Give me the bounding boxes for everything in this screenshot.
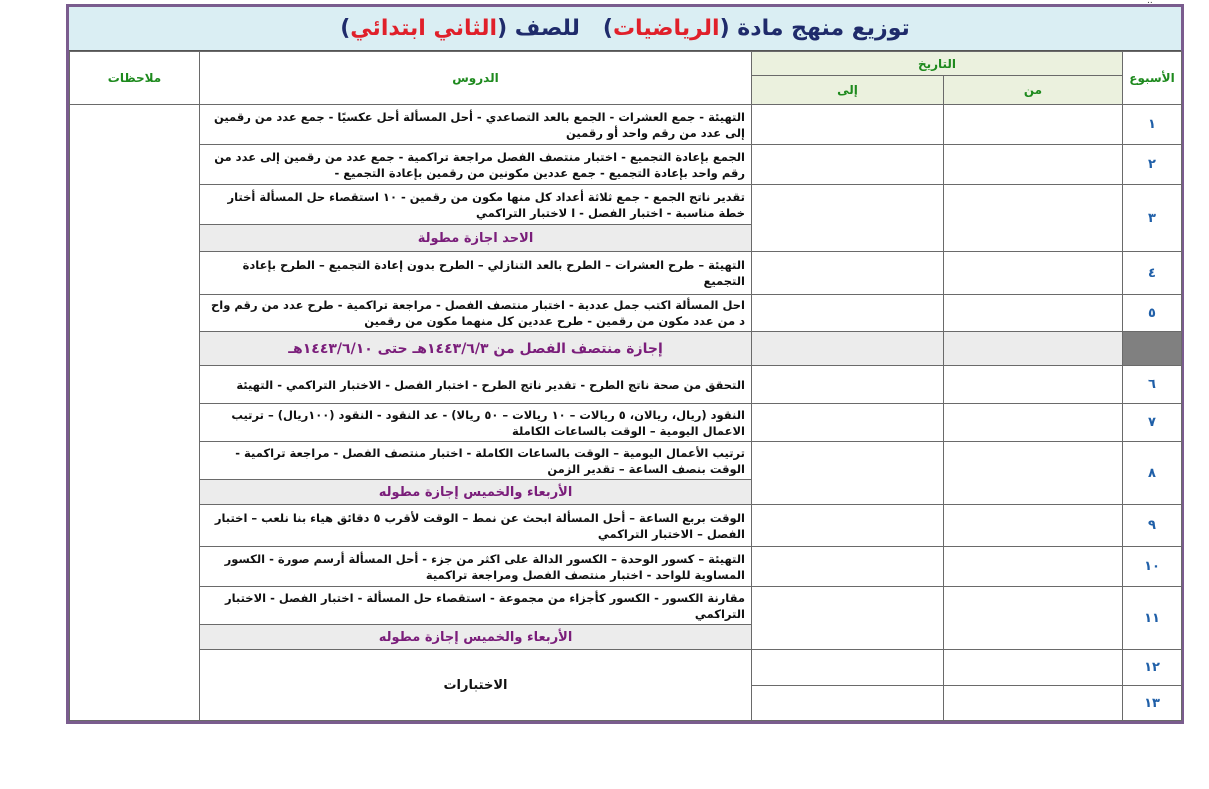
date-to-cell (752, 185, 944, 252)
table-row (70, 332, 1182, 366)
week-number: ١٣ (1123, 686, 1182, 721)
title-middle: ) للصف ( (497, 16, 613, 41)
exams-cell: الاختبارات (200, 650, 752, 721)
lesson-cell: الجمع بإعادة التجميع - اختبار منتصف الفصل مراجعة تراكمية - جمع عدد من رقمين إلى عدد من رقم واحد بإعادة التجميع - جمع عددين مكونين من رقمين بإعادة التجميع - (200, 145, 752, 185)
date-from-cell (944, 105, 1123, 145)
date-to-cell (752, 442, 944, 505)
midterm-week-cell (1123, 332, 1182, 366)
date-from-cell (944, 404, 1123, 442)
midterm-holiday-cell: إجازة منتصف الفصل من ١٤٤٣/٦/٣هـ حتى ١٤٤٣/٦/١٠هـ (200, 332, 752, 366)
table-row (70, 442, 1182, 480)
holiday-cell: الأربعاء والخميس إجازة مطوله (200, 625, 752, 650)
week-number: ١٢ (1123, 650, 1182, 686)
week-number: ٦ (1123, 366, 1182, 404)
lesson-cell: مقارنة الكسور - الكسور كأجزاء من مجموعة - استقصاء حل المسألة - اختبار الفصل - الاختبار التراكمي (200, 587, 752, 625)
header-lessons: الدروس (200, 52, 752, 105)
date-from-cell (944, 332, 1123, 366)
corner-mark: .. (1147, 0, 1153, 6)
holiday-cell: الاحد اجازة مطولة (200, 225, 752, 252)
header-date: التاريخ (752, 52, 1123, 76)
table-row (70, 587, 1182, 625)
week-number: ٣ (1123, 185, 1182, 252)
week-number: ٥ (1123, 295, 1182, 332)
title-prefix: توزيع منهج مادة ( (719, 16, 910, 41)
title-suffix: ) (340, 16, 351, 41)
header-week: الأسبوع (1123, 52, 1182, 105)
table-row (70, 105, 1182, 145)
date-to-cell (752, 366, 944, 404)
table-row (70, 650, 1182, 686)
date-to-cell (752, 252, 944, 295)
lesson-cell: التحقق من صحة ناتج الطرح - تقدير ناتج الطرح - اختبار الفصل - الاختبار التراكمي - التهيئة (200, 366, 752, 404)
date-from-cell (944, 252, 1123, 295)
lesson-cell: التهيئة – طرح العشرات – الطرح بالعد التنازلي – الطرح بدون إعادة التجميع – الطرح بإعادة التجميع (200, 252, 752, 295)
date-from-cell (944, 505, 1123, 547)
date-to-cell (752, 145, 944, 185)
date-to-cell (752, 505, 944, 547)
date-from-cell (944, 686, 1123, 721)
notes-cell (70, 105, 200, 721)
lesson-cell: التهيئة – كسور الوحدة – الكسور الدالة على اكثر من جزء - أحل المسألة أرسم صورة - الكسور المساوية للواحد - اختبار منتصف الفصل ومراجعة تراكمية (200, 547, 752, 587)
week-number: ١١ (1123, 587, 1182, 650)
table-row (70, 547, 1182, 587)
title-subject: الرياضيات (612, 16, 720, 41)
date-to-cell (752, 547, 944, 587)
date-to-cell (752, 105, 944, 145)
date-from-cell (944, 442, 1123, 505)
table-row (70, 295, 1182, 332)
lesson-cell: النقود (ريال، ريالان، ٥ ريالات – ١٠ ريالات – ٥٠ ريالا) - عد النقود - النقود (١٠٠ريال) – ترتيب الاعمال اليومية – الوقت بالساعات الكاملة (200, 404, 752, 442)
week-number: ٨ (1123, 442, 1182, 505)
week-number: ١ (1123, 105, 1182, 145)
week-number: ٤ (1123, 252, 1182, 295)
lesson-cell: تقدير ناتج الجمع - جمع ثلاثة أعداد كل منها مكون من رقمين - ١٠ استقصاء حل المسألة أختار خطة مناسبة - اختبار الفصل - ا لاختبار التراكمي (200, 185, 752, 225)
date-from-cell (944, 650, 1123, 686)
date-from-cell (944, 145, 1123, 185)
table-row (70, 366, 1182, 404)
lesson-cell: احل المسألة اكتب جمل عددية - اختبار منتصف الفصل - مراجعة تراكمية - طرح عدد من رقم واح د من عدد مكون من رقمين - طرح عددين كل منهما مكون من رقمين (200, 295, 752, 332)
curriculum-frame (66, 4, 1184, 724)
date-from-cell (944, 587, 1123, 650)
header-notes: ملاحظات (70, 52, 200, 105)
week-number: ١٠ (1123, 547, 1182, 587)
table-row (70, 252, 1182, 295)
date-to-cell (752, 650, 944, 686)
week-number: ٩ (1123, 505, 1182, 547)
table-row (70, 185, 1182, 225)
table-row (70, 505, 1182, 547)
date-to-cell (752, 587, 944, 650)
page-title (69, 7, 1181, 51)
date-to-cell (752, 404, 944, 442)
header-from: من (944, 76, 1123, 105)
week-number: ٢ (1123, 145, 1182, 185)
table-row (70, 145, 1182, 185)
curriculum-table (69, 51, 1182, 721)
holiday-cell: الأربعاء والخميس إجازة مطوله (200, 480, 752, 505)
lesson-cell: التهيئة - جمع العشرات - الجمع بالعد التصاعدي - أحل المسألة أحل عكسيًا - جمع عدد من رقمين إلى عدد من رقم واحد أو رقمين (200, 105, 752, 145)
date-to-cell (752, 295, 944, 332)
lesson-cell: الوقت بربع الساعة – أحل المسألة ابحث عن نمط – الوقت لأقرب ٥ دقائق هياء بنا نلعب – اختبار الفصل – الاختبار التراكمي (200, 505, 752, 547)
date-from-cell (944, 547, 1123, 587)
header-to: إلى (752, 76, 944, 105)
lesson-cell: ترتيب الأعمال اليومية – الوقت بالساعات الكاملة - اختبار منتصف الفصل - مراجعة تراكمية - الوقت بنصف الساعة – تقدير الزمن (200, 442, 752, 480)
date-from-cell (944, 366, 1123, 404)
title-grade: الثاني ابتدائي (350, 16, 498, 41)
date-from-cell (944, 295, 1123, 332)
date-from-cell (944, 185, 1123, 252)
table-row (70, 404, 1182, 442)
week-number: ٧ (1123, 404, 1182, 442)
date-to-cell (752, 332, 944, 366)
date-to-cell (752, 686, 944, 721)
